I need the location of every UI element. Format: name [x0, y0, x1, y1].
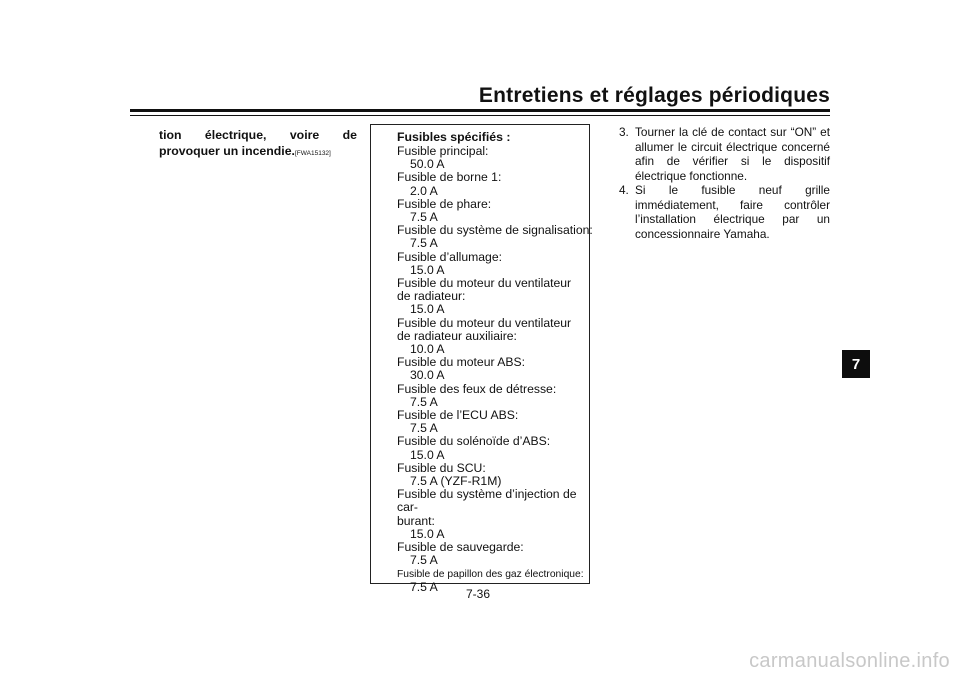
fuse-value-radiator-fan: 15.0 A: [410, 302, 445, 317]
warning-body: tion électrique, voire de provoquer un incendie.: [159, 128, 357, 158]
fuse-label-terminal: Fusible de borne 1:: [397, 170, 502, 185]
procedure-steps: [619, 125, 830, 241]
fuse-value-electronic-throttle: 7.5 A: [410, 579, 438, 594]
watermark: carmanualsonline.info: [749, 650, 950, 672]
warning-code: [FWA15132]: [294, 150, 331, 157]
step-text: Tourner la clé de contact sur “ON” et allumer le circuit électrique concerné afin de vérifier si le dispositif électrique fonctionne.: [635, 125, 830, 183]
fuse-spec-heading: Fusibles spécifiés :: [397, 130, 511, 144]
fuse-label-signaling: Fusible du système de signalisation:: [397, 223, 593, 238]
fuse-label-backup: Fusible de sauvegarde:: [397, 540, 524, 555]
fuse-label-main: Fusible principal:: [397, 144, 489, 158]
fuse-label-radiator-fan: Fusible du moteur du ventilateur de radiateur:: [397, 276, 572, 304]
fuse-value-signaling: 7.5 A: [410, 236, 438, 251]
procedure-step: [619, 125, 830, 183]
fuse-label-abs-motor: Fusible du moteur ABS:: [397, 355, 526, 370]
fuse-label-headlight: Fusible de phare:: [397, 196, 492, 211]
step-number: 3.: [619, 125, 629, 139]
fuse-label-electronic-throttle: Fusible de papillon des gaz électronique:: [397, 568, 584, 580]
step-number: 4.: [619, 183, 629, 197]
warning-text: [159, 127, 357, 162]
fuse-label-abs-solenoid: Fusible du solénoïde d’ABS:: [397, 434, 551, 449]
fuse-label-scu: Fusible du SCU:: [397, 460, 486, 475]
fuse-value-hazard: 7.5 A: [410, 394, 438, 409]
chapter-tab-label: 7: [851, 355, 861, 373]
fuse-label-hazard: Fusible des feux de détresse:: [397, 381, 557, 396]
fuse-value-terminal: 2.0 A: [410, 183, 438, 198]
fuse-label-ignition: Fusible d’allumage:: [397, 249, 503, 264]
header-rule-thick: [130, 109, 830, 112]
fuse-label-aux-radiator-fan: Fusible du moteur du ventilateur de radiateur auxiliaire:: [397, 315, 572, 343]
page-number: 7-36: [466, 587, 491, 601]
fuse-value-scu: 7.5 A (YZF-R1M): [410, 474, 502, 489]
header-rule-thin: [130, 115, 830, 116]
fuse-label-fuel-injection: Fusible du système d’injection de car- burant:: [397, 487, 577, 528]
fuse-value-ignition: 15.0 A: [410, 262, 445, 277]
fuse-value-backup: 7.5 A: [410, 553, 438, 568]
fuse-label-abs-ecu: Fusible de l’ECU ABS:: [397, 408, 519, 423]
chapter-tab: [842, 350, 870, 378]
page-title: Entretiens et réglages périodiques: [478, 84, 830, 107]
step-text: Si le fusible neuf grille immédiatement, faire contrôler l’installation électrique par un concessionnaire Yamaha.: [635, 183, 830, 241]
fuse-value-aux-radiator-fan: 10.0 A: [410, 342, 445, 357]
fuse-value-headlight: 7.5 A: [410, 210, 438, 225]
fuse-value-abs-motor: 30.0 A: [410, 368, 445, 383]
fuse-value-main: 50.0 A: [410, 157, 445, 172]
fuse-value-abs-ecu: 7.5 A: [410, 421, 438, 436]
fuse-value-fuel-injection: 15.0 A: [410, 526, 445, 541]
fuse-value-abs-solenoid: 15.0 A: [410, 447, 445, 462]
procedure-step: [619, 183, 830, 241]
